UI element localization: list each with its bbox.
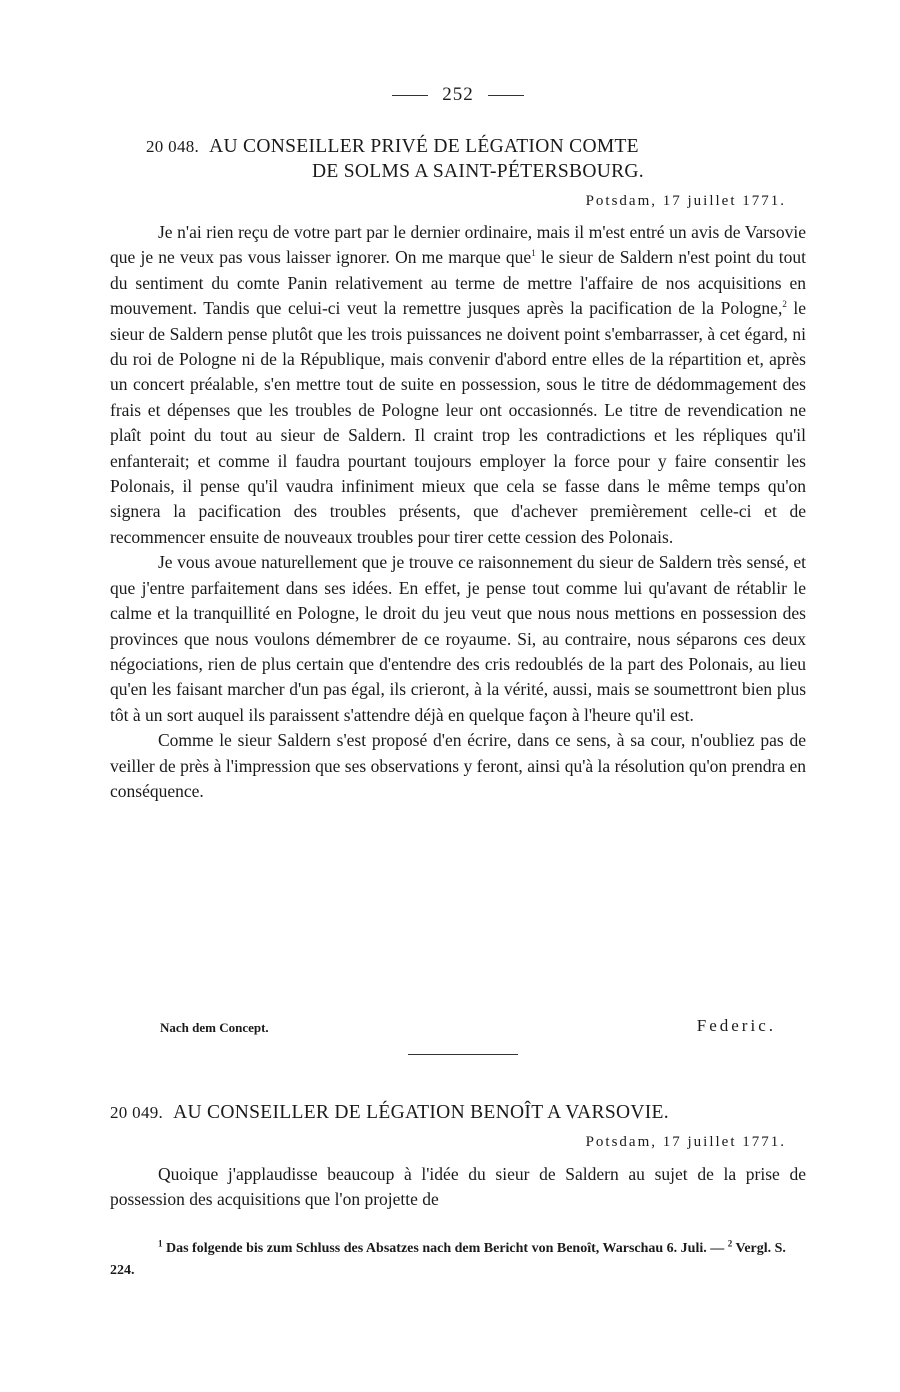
letter-1-number: 20 048. [146, 137, 200, 156]
letter-1-paragraph-1 [110, 220, 806, 550]
source-note: Nach dem Concept. [160, 1020, 269, 1035]
letter-2-dateline: Potsdam, 17 juillet 1771. [585, 1134, 786, 1150]
footnote-1: Das folgende bis zum Schluss des Absatzes nach dem Bericht von Benoît, Warschau 6. Juli. — [162, 1241, 728, 1256]
header-dash-left [392, 95, 428, 96]
letter-2-title: AU CONSEILLER DE LÉGATION BENOÎT A VARSOVIE. [173, 1102, 669, 1123]
footnotes [110, 1238, 806, 1282]
letter-1-title-line1: AU CONSEILLER PRIVÉ DE LÉGATION COMTE [209, 136, 639, 157]
letter-2-paragraph-1: Quoique j'applaudisse beaucoup à l'idée du sieur de Saldern au sujet de la prise de possession des acquisitions que l'on projette de [110, 1164, 806, 1210]
letter-2-heading [110, 1100, 806, 1125]
header-dash-right [488, 95, 524, 96]
letter-1-title-line2: DE SOLMS A SAINT-PÉTERSBOURG. [312, 161, 644, 182]
footnote-block [110, 1238, 806, 1282]
letter-1-heading [146, 134, 786, 184]
letter-1-paragraph-2: Je vous avoue naturellement que je trouve ce raisonnement du sieur de Saldern très sensé, et que j'entre parfaitement dans ses idées. En effet, je pense tout comme lui qu'avant de rétablir le calme et la tranquillité en Pologne, le droit du jeu veut que nous nous mettions en possession des provinces que nous voulons démembrer de ce royaume. Si, au contraire, nous séparons ces deux négociations, rien de plus certain que d'entendre des cris redoublés de la part des Polonais, au lieu qu'en les faisant marcher d'un pas égal, ils crieront, à la vérité, aussi, mais se soumettront bien plus tôt à un sort auquel ils paraissent s'attendre déjà en quelque façon à l'heure qu'il est. [110, 552, 806, 725]
letter-1-p1-start: Je n'ai rien reçu de votre part par le dernier ordinaire, mais il m'est entré un avis de Varsovie que je ne veux pas vous laisser ignorer. On me marque que [110, 222, 806, 268]
letter-1-p1-end: le sieur de Saldern pense plutôt que les trois puissances ne doivent point s'embarrasser, à cet égard, ni du roi de Pologne ni de la République, mais convenir d'abord entre elles de la répartition et, après un concert préalable, s'en mettre tout de suite en possession, sous le titre de dédommagement des frais et dépenses que les troubles de Pologne leur ont occasionnés. Le titre de revendication ne plaît point du tout au sieur de Saldern. Il craint trop les contradictions et les répliques qu'il enfanterait; et comme il faudra pourtant toujours employer la force pour y faire consentir les Polonais, il pense qu'il vaudra infiniment mieux que cela se fasse dans le même temps qu'on signera la pacification des troubles présents, que d'achever premièrement celle-ci et de recommencer ensuite de nouveaux troubles pour tirer cette cession des Polonais. [110, 298, 806, 547]
letter-2-body [110, 1162, 806, 1213]
signature: Federic. [696, 1016, 776, 1035]
page-number-header [110, 84, 806, 106]
letter-1-p1-mid: le sieur de Saldern n'est point du tout du sentiment du comte Panin relativement au terme de mettre l'affaire de nos acquisitions en mouvement. Tandis que celui-ci veut la remettre jusques après la pacification de la Pologne, [110, 247, 806, 319]
letter-1-body [110, 220, 806, 804]
letter-1-paragraph-3: Comme le sieur Saldern s'est proposé d'en écrire, dans ce sens, à sa cour, n'oubliez pas de veiller de près à l'impression que ses observations y feront, ainsi qu'à la résolution qu'on prendra en conséquence. [110, 730, 806, 801]
page-number: 252 [442, 84, 474, 105]
letter-2-number: 20 049. [110, 1103, 164, 1122]
footnote-mark-1: 1 [158, 1238, 163, 1249]
footnote-ref-1: 1 [531, 248, 536, 259]
footnote-2: Vergl. S. 224. [110, 1241, 786, 1278]
footnote-mark-2: 2 [727, 1238, 733, 1249]
section-divider [408, 1054, 518, 1055]
footnote-ref-2: 2 [782, 299, 787, 310]
letter-1-dateline: Potsdam, 17 juillet 1771. [585, 193, 786, 209]
